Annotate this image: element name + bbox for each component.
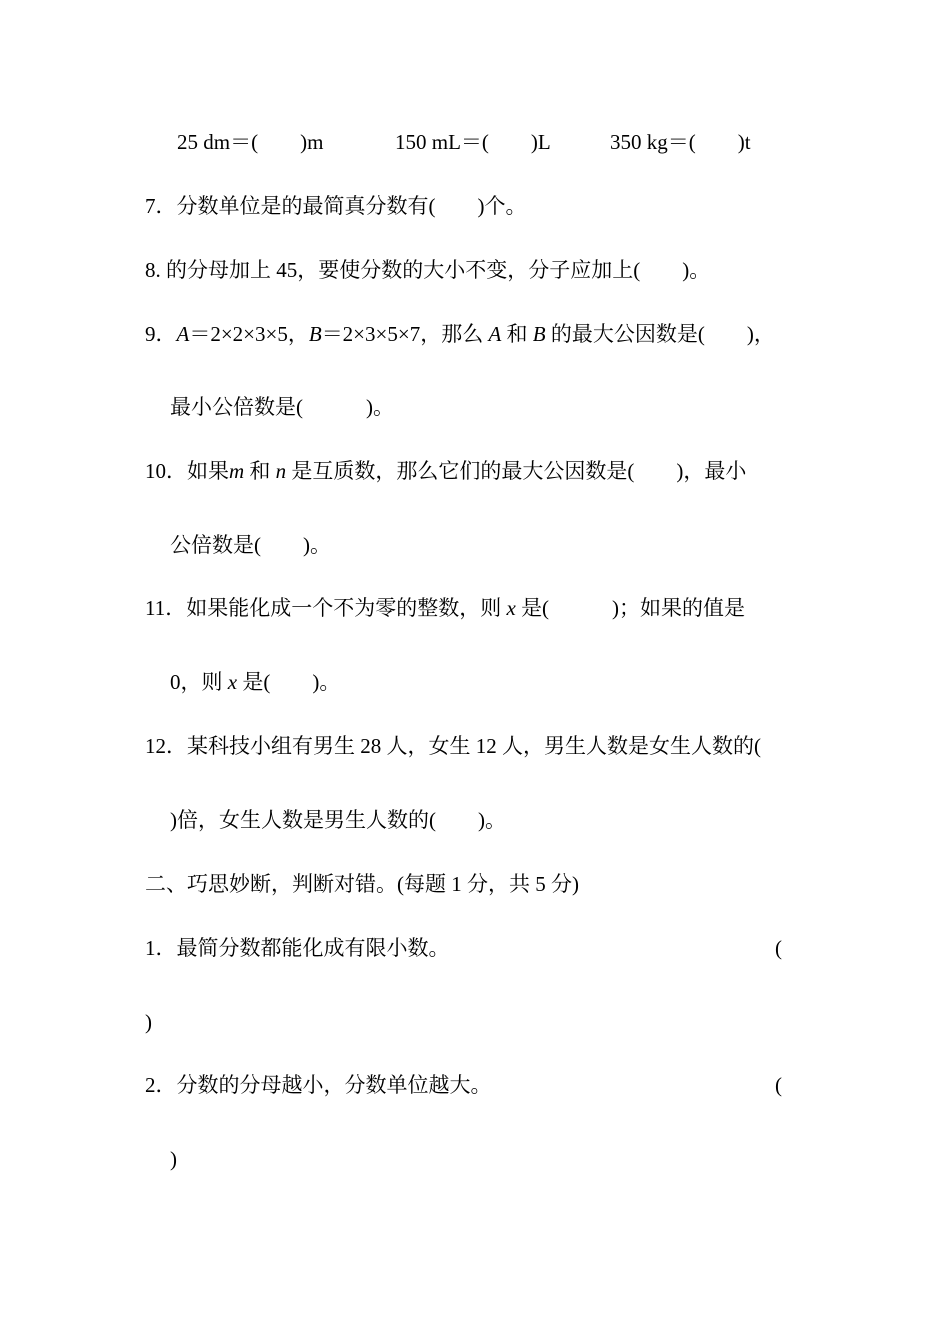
section-2-heading: 二、巧思妙断，判断对错。(每题 1 分，共 5 分): [145, 872, 579, 896]
question-11-line-2: [170, 668, 340, 696]
expression-b: ＝2×3×5×7，那么: [321, 322, 484, 346]
conjunction: 和: [249, 459, 271, 483]
variable-b-ref: B: [532, 322, 546, 346]
question-9-number: 9．: [145, 322, 177, 346]
question-9-line-1: [145, 320, 775, 348]
expression-a: ＝2×2×3×5，: [189, 322, 309, 346]
question-9-line-2: 最小公倍数是( )。: [170, 395, 394, 419]
question-10-line-2: 公倍数是( )。: [170, 533, 331, 557]
judgement-1-text: 1．最简分数都能化成有限小数。: [145, 936, 450, 960]
variable-x-ref: x: [227, 670, 238, 694]
judgement-2-open-paren: (: [775, 1073, 782, 1097]
unit-conversion-3: 350 kg＝( )t: [610, 130, 751, 154]
judgement-2-text: 2．分数的分母越小，分数单位越大。: [145, 1073, 492, 1097]
judgement-1-open-paren: (: [775, 936, 782, 960]
question-11-head: 11．如果能化成一个不为零的整数，则: [145, 596, 502, 620]
unit-conversion-1: 25 dm＝( )m: [177, 130, 324, 154]
question-10-head: 10．如果: [145, 459, 229, 483]
variable-x: x: [506, 596, 516, 620]
judgement-1-close-paren: ): [145, 1010, 152, 1034]
variable-a: A: [176, 322, 190, 346]
question-11-line-2-head: 0，则: [170, 670, 223, 694]
question-7: 7．分数单位是的最简真分数有( )个。: [145, 194, 527, 218]
variable-m: m: [229, 459, 245, 483]
variable-a-ref: A: [488, 322, 502, 346]
question-9-tail: 的最大公因数是( )，: [550, 322, 775, 346]
question-12-line-2: )倍，女生人数是男生人数的( )。: [170, 808, 506, 832]
variable-b: B: [308, 322, 322, 346]
question-8: 8. 的分母加上 45，要使分数的大小不变，分子应加上( )。: [145, 258, 711, 282]
question-11-tail: 是( )；如果的值是: [521, 596, 746, 620]
conjunction: 和: [506, 322, 528, 346]
unit-conversion-2: 150 mL＝( )L: [395, 130, 551, 154]
judgement-2-close-paren: ): [170, 1147, 177, 1171]
question-11-line-1: [145, 594, 745, 622]
question-11-line-2-tail: 是( )。: [242, 670, 341, 694]
question-10-tail: 是互质数，那么它们的最大公因数是( )，最小: [291, 459, 747, 483]
variable-n: n: [275, 459, 287, 483]
question-12-line-1: 12．某科技小组有男生 28 人，女生 12 人，男生人数是女生人数的(: [145, 734, 761, 758]
question-10-line-1: [145, 457, 746, 485]
